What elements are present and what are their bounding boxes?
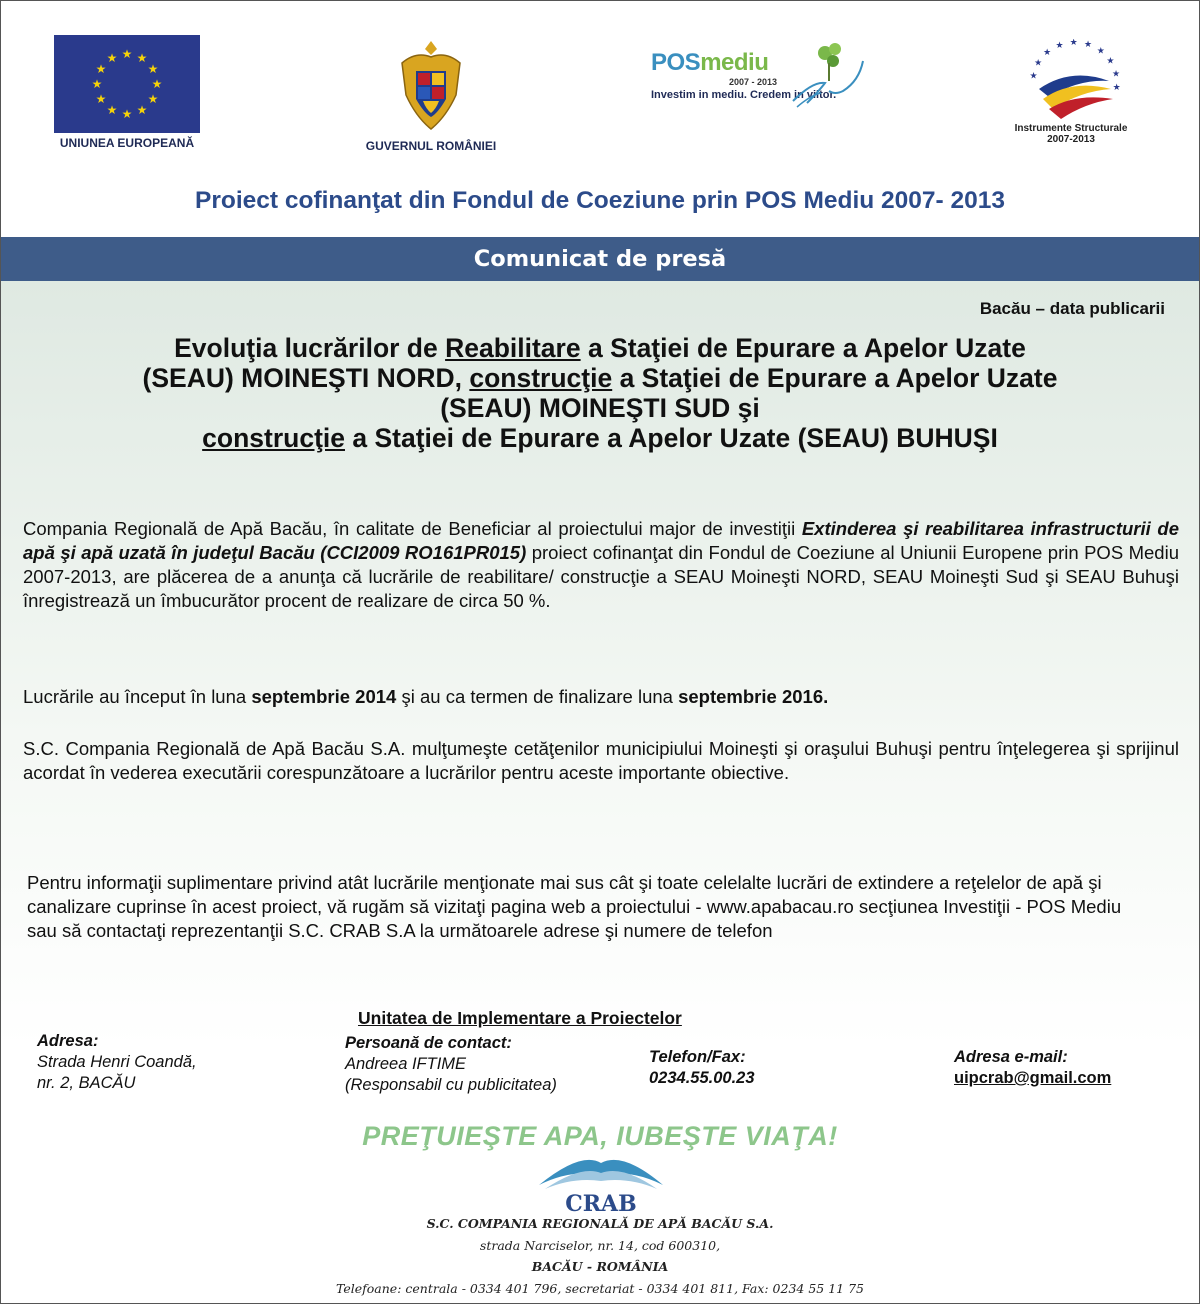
footer-company: S.C. COMPANIA REGIONALĂ DE APĂ BACĂU S.A. [426,1216,774,1231]
posmediu-wordmark: POSmediu [651,49,769,76]
eu-logo [53,35,201,150]
paragraph-intro: Compania Regională de Apă Bacău, în calitate de Beneficiar al proiectului major de investiţii Extinderea şi reabilitarea infrastructurii de apă şi apă uzată în judeţul Bacău (CCI2009 RO161PR015) proiect cofinanţat din Fondul de Coeziune al Uniunii Europene prin POS Mediu 2007-2013, are plăcerea de a anunţa că lucrările de reabilitare/ construcţie a SEAU Moineşti NORD, SEAU Moineşti Sud şi SEAU Buhuşi înregistrează un îmbucurător procent de realizare de circa 50 %. [23,518,1179,611]
eu-star-icon: ★ [136,102,148,117]
phone-value: 0234.55.00.23 [649,1069,755,1087]
document-title [1,333,1199,453]
is-star-icon: ★ [1096,45,1105,56]
is-star-icon: ★ [1111,68,1121,79]
address-line-2: nr. 2, BACĂU [37,1074,136,1092]
content-area [1,281,1199,1303]
motto: PREŢUIEŞTE APA, IUBEŞTE VIAŢA! [362,1121,838,1151]
posmediu-slogan: Investim in mediu. Credem in viitor. [651,89,837,101]
eu-caption: UNIUNEA EUROPEANĂ [59,136,195,150]
headline: Proiect cofinanţat din Fondul de Coeziune prin POS Mediu 2007- 2013 [195,187,1005,214]
paragraph-thanks: S.C. Compania Regională de Apă Bacău S.A. mulţumeşte cetăţenilor municipiului Moineşti şi oraşului Buhuşi pentru înţelegerea şi sprijinul acordat în vederea executării corespunzătoare a lucrărilor pentru aceste importante obiective. [23,738,1179,783]
title-line-2: (SEAU) MOINEŞTI NORD, construcţie a Staţiei de Epurare a Apelor Uzate [142,363,1058,393]
eu-star-icon: ★ [95,62,107,76]
eu-star-icon: ★ [121,107,133,121]
email-label: Adresa e-mail: [954,1048,1068,1066]
posmediu-years: 2007 - 2013 [729,77,778,87]
title-line-3: (SEAU) MOINEŞTI SUD şi [440,393,760,423]
is-star-icon: ★ [1055,39,1064,50]
footer-phones: Telefoane: centrala - 0334 401 796, secretariat - 0334 401 811, Fax: 0234 55 11 75 [335,1280,864,1296]
is-star-icon: ★ [1112,82,1121,93]
footer [1,1213,1199,1299]
person-role: (Responsabil cu publicitatea) [345,1076,557,1094]
eu-star-icon: ★ [136,51,148,66]
posmediu-logo [651,49,871,101]
structural-instruments-icon [1019,39,1123,123]
is-star-icon: ★ [1069,39,1078,48]
is-star-icon: ★ [1029,70,1038,81]
contact-phone [649,1047,755,1089]
crab-logo [531,1155,671,1217]
eu-star-icon: ★ [147,92,159,106]
contact-person [345,1033,557,1096]
romanian-coat-of-arms-icon [396,37,466,135]
paragraph-schedule: Lucrările au început în luna septembrie 2014 şi au ca termen de finalizare luna septembrie 2016. [23,686,829,707]
footer-city: BACĂU - ROMÂNIA [531,1259,669,1274]
contact-email [954,1047,1111,1089]
person-name: Andreea IFTIME [345,1055,467,1073]
instrumente-structurale-logo [1011,39,1131,145]
logos-row [1,1,1199,166]
address-label: Adresa: [37,1032,99,1050]
press-release-banner: Comunicat de presă [1,237,1199,281]
title-line-1: Evoluţia lucrărilor de Reabilitare a Staţiei de Epurare a Apelor Uzate [174,333,1026,363]
eu-star-icon: ★ [91,77,103,91]
eu-star-icon: ★ [106,51,118,66]
eu-star-icon: ★ [151,77,163,91]
is-caption-line2: 2007-2013 [1047,134,1095,145]
is-star-icon: ★ [1043,46,1052,57]
crab-wave-icon [531,1155,671,1217]
eu-star-icon: ★ [106,102,118,117]
gov-caption: GUVERNUL ROMÂNIEI [365,139,497,153]
email-link[interactable]: uipcrab@gmail.com [954,1069,1112,1087]
is-star-icon: ★ [1034,57,1043,68]
address-line-1: Strada Henri Coandă, [37,1053,197,1071]
person-label: Persoană de contact: [345,1034,512,1052]
contact-address [37,1031,197,1094]
government-logo [356,37,506,153]
is-star-icon: ★ [1083,39,1093,49]
is-caption [1011,123,1131,145]
eu-flag-icon [54,35,200,133]
dateline: Bacău – data publicarii [979,299,1165,318]
eu-star-icon: ★ [95,92,107,106]
uip-heading: Unitatea de Implementare a Proiectelor [358,1008,682,1028]
eu-star-icon: ★ [147,62,159,76]
phone-label: Telefon/Fax: [649,1048,746,1066]
title-line-4: construcţie a Staţiei de Epurare a Apelor Uzate (SEAU) BUHUŞI [202,423,998,453]
hands-tree-icon [763,41,873,121]
footer-street: strada Narciselor, nr. 14, cod 600310, [479,1237,721,1253]
is-star-icon: ★ [1106,55,1115,66]
is-caption-line1: Instrumente Structurale [1014,123,1128,134]
crab-wordmark: CRAB [565,1191,637,1217]
paragraph-more-info: Pentru informaţii suplimentare privind atât lucrările menţionate mai sus cât şi toate celelalte lucrări de extindere a reţelelor de apă şi canalizare cuprinse în acest proiect, vă rugăm să vizitaţi pagina web a proiectului - www.apabacau.ro secţiunea Investiţii - POS Mediu sau să contactaţi reprezentanţii S.C. CRAB S.A la următoarele adrese şi numere de telefon [27,872,1122,941]
eu-star-icon: ★ [121,47,133,61]
